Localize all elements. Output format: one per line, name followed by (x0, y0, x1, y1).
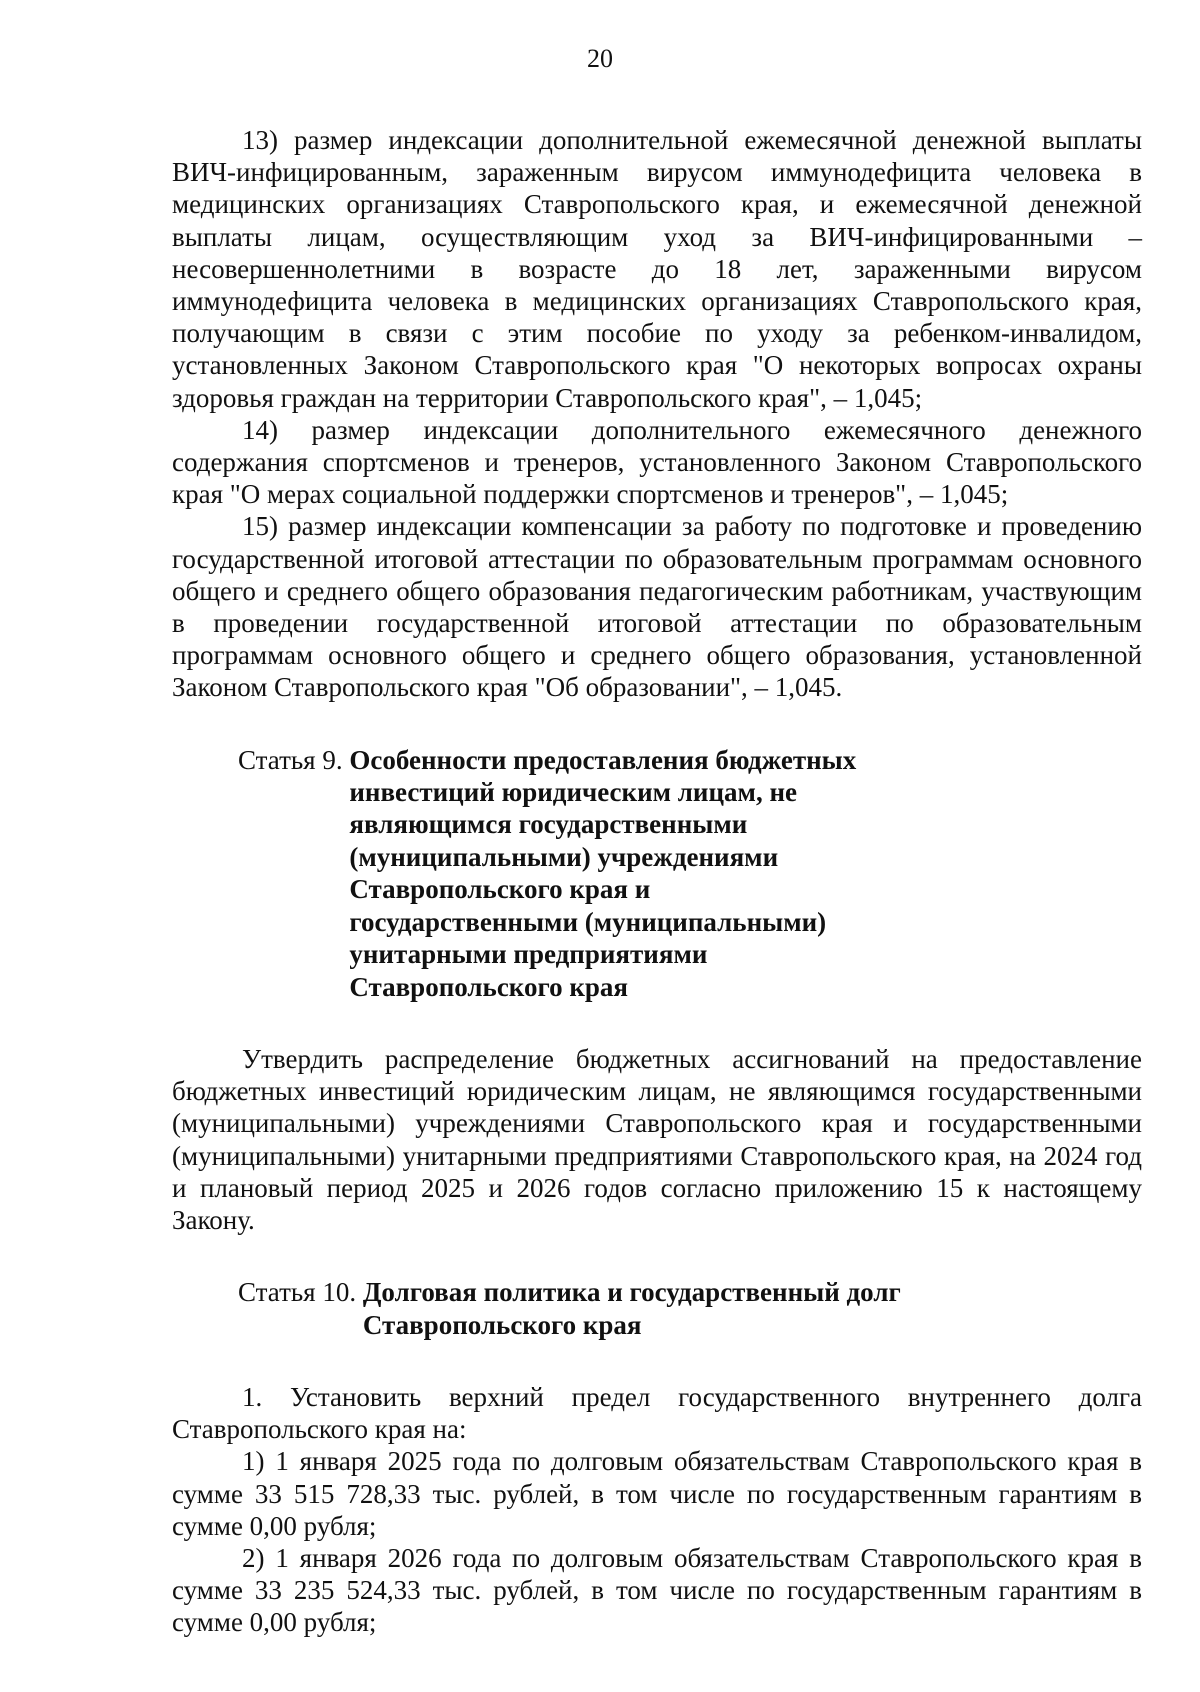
item-13: 13) размер индексации дополнительной ежемесячной денежной выплаты ВИЧ-инфицированным, зараженным вирусом иммунодефицита человека в медицинских организациях Ставропольского края, и ежемесячной денежной выплаты лицам, осуществляющим уход за ВИЧ-инфицированными – несовершеннолетними в возрасте до 18 лет, зараженными вирусом иммунодефицита человека в медицинских организациях Ставропольского края, получающим в связи с этим пособие по уходу за ребенком-инвалидом, установленных Законом Ставропольского края "О некоторых вопросах охраны здоровья граждан на территории Ставропольского края", – 1,045; (172, 125, 1142, 413)
article-10-heading (172, 1276, 1142, 1341)
article-9-label: Статья 9. (238, 744, 350, 775)
item-15: 15) размер индексации компенсации за работу по подготовке и проведению государственной итоговой аттестации по образовательным программам основного общего и среднего общего образования педагогическим работникам, участвующим в проведении государственной итоговой аттестации по образовательным программам основного общего и среднего общего образования, установленной Законом Ставропольского края "Об образовании", – 1,045. (172, 511, 1142, 703)
article-9-title: Особенности предоставления бюджетных инвестиций юридическим лицам, не являющимся государственными (муниципальными) учреждениями Ставропольского края и государственными (муниципальными) унитарными предприятиями Ставропольского края (349, 744, 857, 1002)
article-10-label: Статья 10. (238, 1277, 363, 1308)
article-10-para-1: 1. Установить верхний предел государственного внутреннего долга Ставропольского края на: (172, 1381, 1142, 1445)
article-9-body: Утвердить распределение бюджетных ассигнований на предоставление бюджетных инвестиций юридическим лицам, не являющимся государственными (муниципальными) учреждениями Ставропольского края и государственными (муниципальными) унитарными предприятиями Ставропольского края, на 2024 год и плановый период 2025 и 2026 годов согласно приложению 15 к настоящему Закону. (172, 1043, 1142, 1235)
document-body (172, 124, 1142, 1639)
article-10-para-3: 2) 1 января 2026 года по долговым обязательствам Ставропольского края в сумме 33 235 524,33 тыс. рублей, в том числе по государственным гарантиям в сумме 0,00 рубля; (172, 1542, 1142, 1638)
page-number: 20 (587, 44, 613, 73)
article-10-title: Долговая политика и государственный долг Ставропольского края (362, 1277, 901, 1340)
item-14: 14) размер индексации дополнительного ежемесячного денежного содержания спортсменов и тренеров, установленного Законом Ставропольского края "О мерах социальной поддержки спортсменов и тренеров", – 1,045; (172, 414, 1142, 510)
article-9-heading (172, 744, 1142, 1003)
article-10-para-2: 1) 1 января 2025 года по долговым обязательствам Ставропольского края в сумме 33 515 728,33 тыс. рублей, в том числе по государственным гарантиям в сумме 0,00 рубля; (172, 1446, 1142, 1541)
